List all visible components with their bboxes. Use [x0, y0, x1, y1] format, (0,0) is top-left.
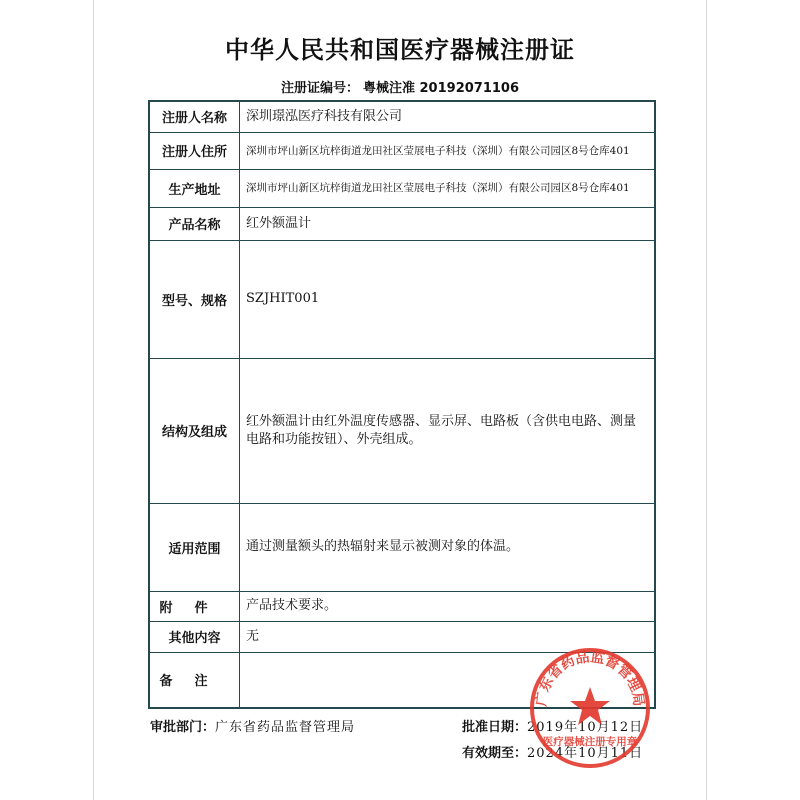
- certificate-table: [148, 100, 656, 709]
- row-label: 适用范围: [149, 503, 240, 591]
- table-row-registrant-name: [149, 101, 655, 132]
- row-value: 通过测量额头的热辐射来显示被测对象的体温。: [240, 503, 656, 591]
- valid-until-label: 有效期至：: [462, 746, 528, 761]
- row-label: 附件: [149, 591, 240, 621]
- row-value: 深圳市坪山新区坑梓街道龙田社区莹展电子科技（深圳）有限公司园区8号仓库401: [240, 169, 656, 207]
- seal-bottom-text: 医疗器械注册专用章: [542, 736, 638, 748]
- table-row-product-name: [149, 207, 655, 240]
- registration-number-line: [0, 77, 800, 96]
- row-value: 深圳璟泓医疗科技有限公司: [240, 101, 656, 132]
- paper-edge-left: [93, 0, 94, 800]
- row-label: 注册人住所: [149, 132, 240, 169]
- row-label: 注册人名称: [149, 101, 240, 132]
- table-row-scope: [149, 503, 655, 591]
- row-label: 备注: [149, 652, 240, 708]
- approval-authority-value: 广东省药品监督管理局: [215, 720, 356, 735]
- table-row-production-address: [149, 169, 655, 207]
- row-value: 深圳市坪山新区坑梓街道龙田社区莹展电子科技（深圳）有限公司园区8号仓库401: [240, 132, 656, 169]
- row-value: 无: [240, 621, 656, 652]
- registration-number-value: 粤械注准 20192071106: [362, 81, 520, 96]
- seal-top-text: 广东省药品监督管理局: [533, 649, 647, 708]
- document-title: 中华人民共和国医疗器械注册证: [225, 36, 575, 64]
- row-label: 其他内容: [149, 621, 240, 652]
- approval-date-value: 2019年10月12日: [527, 720, 644, 735]
- valid-until-value: 2024年10月11日: [527, 746, 644, 761]
- table-row-attachment: [149, 591, 655, 621]
- row-label: 结构及组成: [149, 358, 240, 503]
- seal-star-icon: [570, 687, 610, 725]
- row-value: 产品技术要求。: [240, 591, 656, 621]
- row-label: 生产地址: [149, 169, 240, 207]
- official-seal-stamp: [527, 645, 653, 771]
- paper-edge-right: [706, 0, 707, 800]
- table-row-structure: [149, 358, 655, 503]
- table-row-model: [149, 240, 655, 358]
- row-value: SZJHIT001: [240, 240, 656, 358]
- approval-date-label: 批准日期：: [462, 720, 528, 735]
- row-value: 红外额温计: [240, 207, 656, 240]
- row-label: 型号、规格: [149, 240, 240, 358]
- approval-authority-label: 审批部门：: [150, 720, 216, 735]
- approval-authority: [150, 716, 355, 735]
- registration-number-label: 注册证编号：: [280, 81, 359, 96]
- table-row-registrant-address: [149, 132, 655, 169]
- row-value: 红外额温计由红外温度传感器、显示屏、电路板（含供电电路、测量电路和功能按钮）、外壳组成。: [240, 358, 656, 503]
- row-label: 产品名称: [149, 207, 240, 240]
